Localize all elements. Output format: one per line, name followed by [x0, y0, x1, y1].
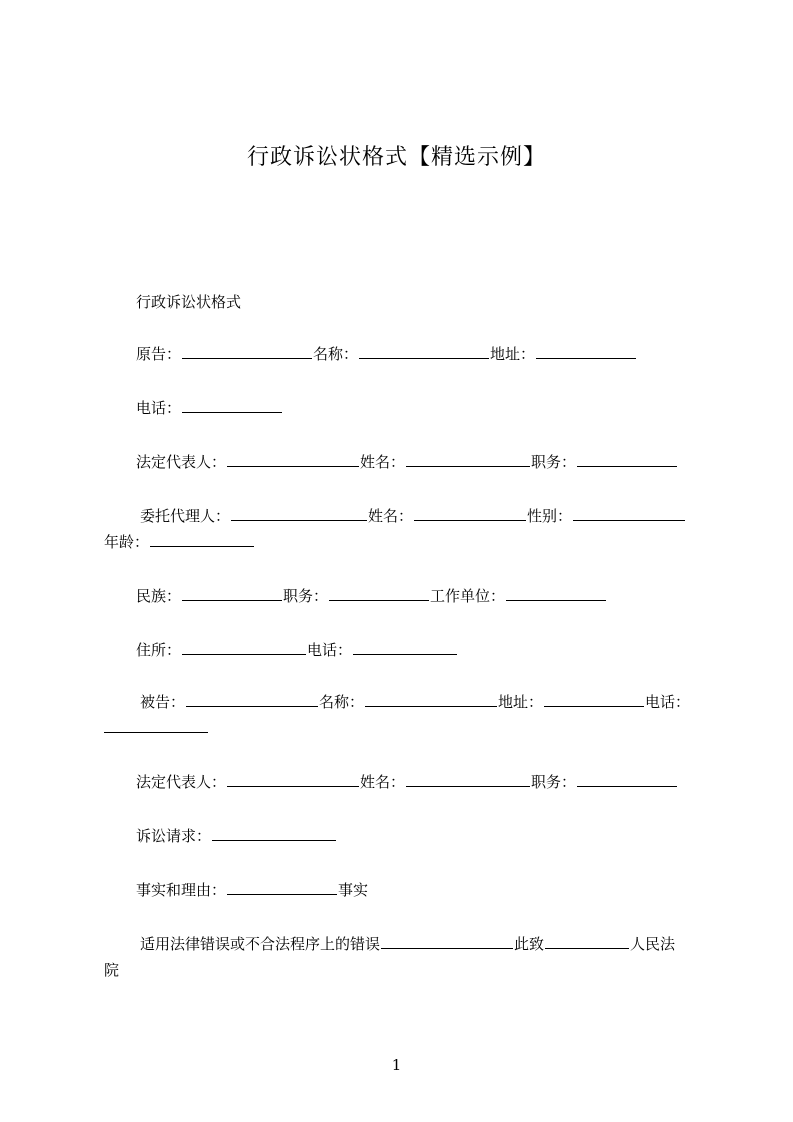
workplace-label: 工作单位：: [430, 587, 506, 605]
facts-word: 事实: [338, 881, 369, 899]
defendant-phone-blank[interactable]: [104, 718, 208, 733]
defendant-legal-rep-line: [136, 772, 678, 792]
page-number: 1: [391, 1056, 402, 1074]
residence-label: 住所：: [136, 641, 182, 659]
agent-position-blank[interactable]: [329, 586, 429, 601]
claims-blank[interactable]: [212, 826, 336, 841]
plaintiff-blank[interactable]: [182, 344, 312, 359]
plaintiff-phone-line: [136, 398, 283, 418]
defendant-line: [140, 692, 690, 712]
ethnicity-line: [136, 586, 607, 606]
phone-label: 电话：: [307, 641, 353, 659]
plaintiff-label: 原告：: [136, 345, 182, 363]
legal-rep-blank[interactable]: [227, 452, 359, 467]
residence-line: [136, 640, 458, 660]
court-suffix: 人民法: [630, 935, 676, 953]
age-line: [104, 532, 255, 552]
name-label: 名称：: [313, 345, 359, 363]
legal-rep-label: 法定代表人：: [136, 453, 227, 471]
defendant-address-blank[interactable]: [544, 692, 644, 707]
person-name-blank[interactable]: [406, 452, 530, 467]
residence-phone-blank[interactable]: [353, 640, 457, 655]
position-label: 职务：: [531, 453, 577, 471]
defendant-phone-line: [104, 718, 209, 738]
agent-line: [140, 506, 686, 526]
name-label: 名称：: [319, 693, 365, 711]
claims-line: [136, 826, 337, 846]
phone-label: 电话：: [136, 399, 182, 417]
defendant-label: 被告：: [140, 693, 186, 711]
ethnicity-label: 民族：: [136, 587, 182, 605]
law-error-line: [140, 934, 675, 954]
court-blank[interactable]: [545, 934, 629, 949]
person-name-label: 姓名：: [368, 507, 414, 525]
person-name-label: 姓名：: [360, 773, 406, 791]
legal-rep-line: [136, 452, 678, 472]
agent-blank[interactable]: [231, 506, 367, 521]
address-blank[interactable]: [536, 344, 636, 359]
law-error-text: 适用法律错误或不合法程序上的错误: [140, 935, 381, 953]
phone-blank[interactable]: [182, 398, 282, 413]
age-blank[interactable]: [150, 532, 254, 547]
facts-blank[interactable]: [227, 880, 337, 895]
phone-label: 电话：: [645, 693, 691, 711]
defendant-legal-rep-blank[interactable]: [227, 772, 359, 787]
person-name-label: 姓名：: [360, 453, 406, 471]
document-title: 行政诉讼状格式【精选示例】: [246, 145, 546, 170]
legal-rep-label: 法定代表人：: [136, 773, 227, 791]
agent-label: 委托代理人：: [140, 507, 231, 525]
claims-label: 诉讼请求：: [136, 827, 212, 845]
defendant-position-blank[interactable]: [577, 772, 677, 787]
gender-blank[interactable]: [573, 506, 685, 521]
to-court-label: 此致: [514, 935, 545, 953]
agent-name-blank[interactable]: [414, 506, 526, 521]
defendant-person-name-blank[interactable]: [406, 772, 530, 787]
defendant-name-blank[interactable]: [365, 692, 497, 707]
defendant-blank[interactable]: [186, 692, 318, 707]
address-label: 地址：: [498, 693, 544, 711]
plaintiff-line: [136, 344, 637, 364]
age-label: 年龄：: [104, 533, 150, 551]
residence-blank[interactable]: [182, 640, 306, 655]
position-label: 职务：: [283, 587, 329, 605]
ethnicity-blank[interactable]: [182, 586, 282, 601]
address-label: 地址：: [490, 345, 536, 363]
position-label: 职务：: [531, 773, 577, 791]
court-suffix-line: 院: [104, 961, 120, 979]
law-error-blank[interactable]: [381, 934, 513, 949]
section-heading: 行政诉讼状格式: [136, 293, 242, 311]
workplace-blank[interactable]: [506, 586, 606, 601]
facts-line: [136, 880, 368, 900]
gender-label: 性别：: [527, 507, 573, 525]
position-blank[interactable]: [577, 452, 677, 467]
facts-reasons-label: 事实和理由：: [136, 881, 227, 899]
name-blank[interactable]: [359, 344, 489, 359]
